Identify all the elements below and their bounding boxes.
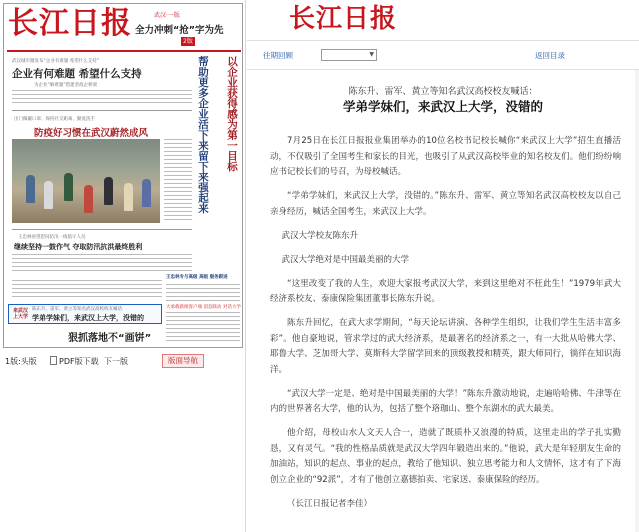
article-subtitle: 陈东升、雷军、黄立等知名武汉高校校友喊话： xyxy=(348,87,538,97)
divider xyxy=(12,110,192,111)
article-paragraph: “武汉大学一定是、绝对是中国最美丽的大学！”陈东升激动地说，走遍哈哈佛、牛津等在内的世界著名大学，他的认为，包括了整个珞珈山、整个东湖水的武大最美。 xyxy=(270,388,621,414)
masthead-page-badge: 2版 xyxy=(183,38,193,45)
story-text xyxy=(12,254,192,274)
story-headline[interactable]: 防疫好习惯在武汉蔚然成风 xyxy=(34,128,149,139)
next-page-link[interactable]: 下一版 xyxy=(104,357,128,366)
pdf-download-label: PDF版下载 xyxy=(59,357,99,366)
story-headline[interactable]: 企业有何难题 希望什么支持 xyxy=(12,68,142,80)
article-title: 学弟学妹们，来武汉上大学，没错的 xyxy=(342,99,543,114)
article-pane xyxy=(247,0,639,532)
article-paragraph: “这里改变了我的人生，欢迎大家报考武汉大学，来到这里绝对不枉此生！”1979年武大经济系校友、泰康保险集团董事长陈东升说。 xyxy=(270,278,621,304)
masthead-headline-box[interactable] xyxy=(127,7,241,47)
masthead-rule xyxy=(7,50,241,52)
page-navigation-bar xyxy=(0,350,245,372)
masthead-headline: 全力冲刺“抢”字为先 xyxy=(135,25,224,36)
article-body xyxy=(270,134,621,521)
side-box-text xyxy=(166,312,240,342)
current-page-link[interactable]: 1版:头版 xyxy=(5,357,37,366)
story-kicker: 出门佩戴口罩、保持社交距离、勤洗洗手 xyxy=(14,117,95,122)
article-paragraph: 7月25日在长江日报报业集团举办的10位名校书记校长喊你“来武汉上大学”招生直播活动，不仅吸引了全国考生和家长的目光，也吸引了从武汉高校毕业的知名校友们。他们纷纷响应书记校长们的号召，为母校喊话。 xyxy=(270,136,621,177)
back-to-contents-link[interactable]: 返回目录 xyxy=(535,51,565,60)
story-headline[interactable]: 继续坚持一鼓作气 夺取防汛抗洪最终胜利 xyxy=(14,243,143,251)
story-text xyxy=(164,139,192,223)
masthead-tag: 武汉·一版 xyxy=(154,12,180,19)
past-issues-select[interactable] xyxy=(321,49,377,61)
past-issues-label: 往期回顾 xyxy=(263,51,293,60)
article-paragraph: 陈东升回忆，在武大求学期间，“每天论坛讲演、各种学生组织，让我们学生生活丰富多彩”。他自豪地说，管求学过的武大经济系，是最著名的经济系之一，有一大批从哈佛大学、耶鲁大学、芝加哥大学、莫斯科大学留学回来的顶级教授和精英，跟大师同行，徜徉在知识海洋。 xyxy=(270,318,621,375)
divider xyxy=(12,229,192,230)
page-thumbnail-pane xyxy=(0,0,246,532)
article-toolbar xyxy=(247,40,639,70)
story-subhead: 为企业“解难题”搭建金政企桥梁 xyxy=(34,83,98,88)
scrollbar[interactable] xyxy=(635,70,639,532)
article-section-heading: 武汉大学校友陈东升 xyxy=(281,230,358,241)
newspaper-page-image[interactable] xyxy=(3,3,243,348)
story-kicker: 武汉城市圈发布“企业有难题 希望什么支持” xyxy=(12,59,100,64)
news-photo xyxy=(12,139,160,223)
page-guide-button[interactable]: 版面导航 xyxy=(162,354,204,368)
vertical-headline-blue[interactable]: 帮助更多企业活下来留下来强起来 xyxy=(197,56,209,214)
masthead-logo: 长江日报 xyxy=(8,6,132,41)
newspaper-masthead xyxy=(4,4,243,50)
chevron-down-icon: ▼ xyxy=(369,51,374,58)
highlight-tag: 来武汉 上大学 xyxy=(13,308,29,320)
pdf-download-link[interactable] xyxy=(50,356,99,367)
article-masthead-logo: 长江日报 xyxy=(289,4,398,34)
article-byline: （长江日报记者李佳） xyxy=(287,498,373,509)
article-section-heading: 武汉大学绝对是中国最美丽的大学 xyxy=(281,254,409,265)
side-box-title[interactable]: 王忠林专与高级 高级 服务跟进 xyxy=(166,275,228,280)
vertical-headline-red[interactable]: 以企业获得感为第一目标 xyxy=(226,56,238,172)
side-box-text xyxy=(166,284,240,302)
story-headline[interactable]: 学弟学妹们，来武汉上大学，没错的 xyxy=(32,314,144,322)
story-text xyxy=(12,90,192,106)
story-kicker: 王忠林看望慰问防汛一线值守人员 xyxy=(18,235,86,240)
story-kicker: 陈东升、雷军、黄立等知名武汉高校校友喊话 xyxy=(32,307,122,312)
story-headline[interactable]: 狠抓落地不“画饼” xyxy=(68,333,152,344)
article-paragraph: “学弟学妹们，来武汉上大学，没错的。”陈东升、雷军、黄立等知名武汉高校校友以自己亲身经历，喊话全国考生，来武汉上大学。 xyxy=(270,191,621,217)
side-box-note: 大承载新闻客户端 消息联动 对话大学 xyxy=(166,305,241,310)
story-text xyxy=(12,280,162,300)
article-paragraph: 他介绍，母校山水人文天人合一，造就了既质朴又浪漫的特质，这里走出的学子扎实勤恳，又有灵气。“我的性格品质就是武汉大学四年锻造出来的。”他说，武大是年轻朋友生命的加油站，知识的起点、事业的起点，教给了他知识、独立思考能力和人文情怀，这才有了下海创立企业的“92派”，才有了他创立嘉德拍卖、宅家送、泰康保险的经历。 xyxy=(270,428,621,485)
pdf-icon xyxy=(50,356,57,365)
